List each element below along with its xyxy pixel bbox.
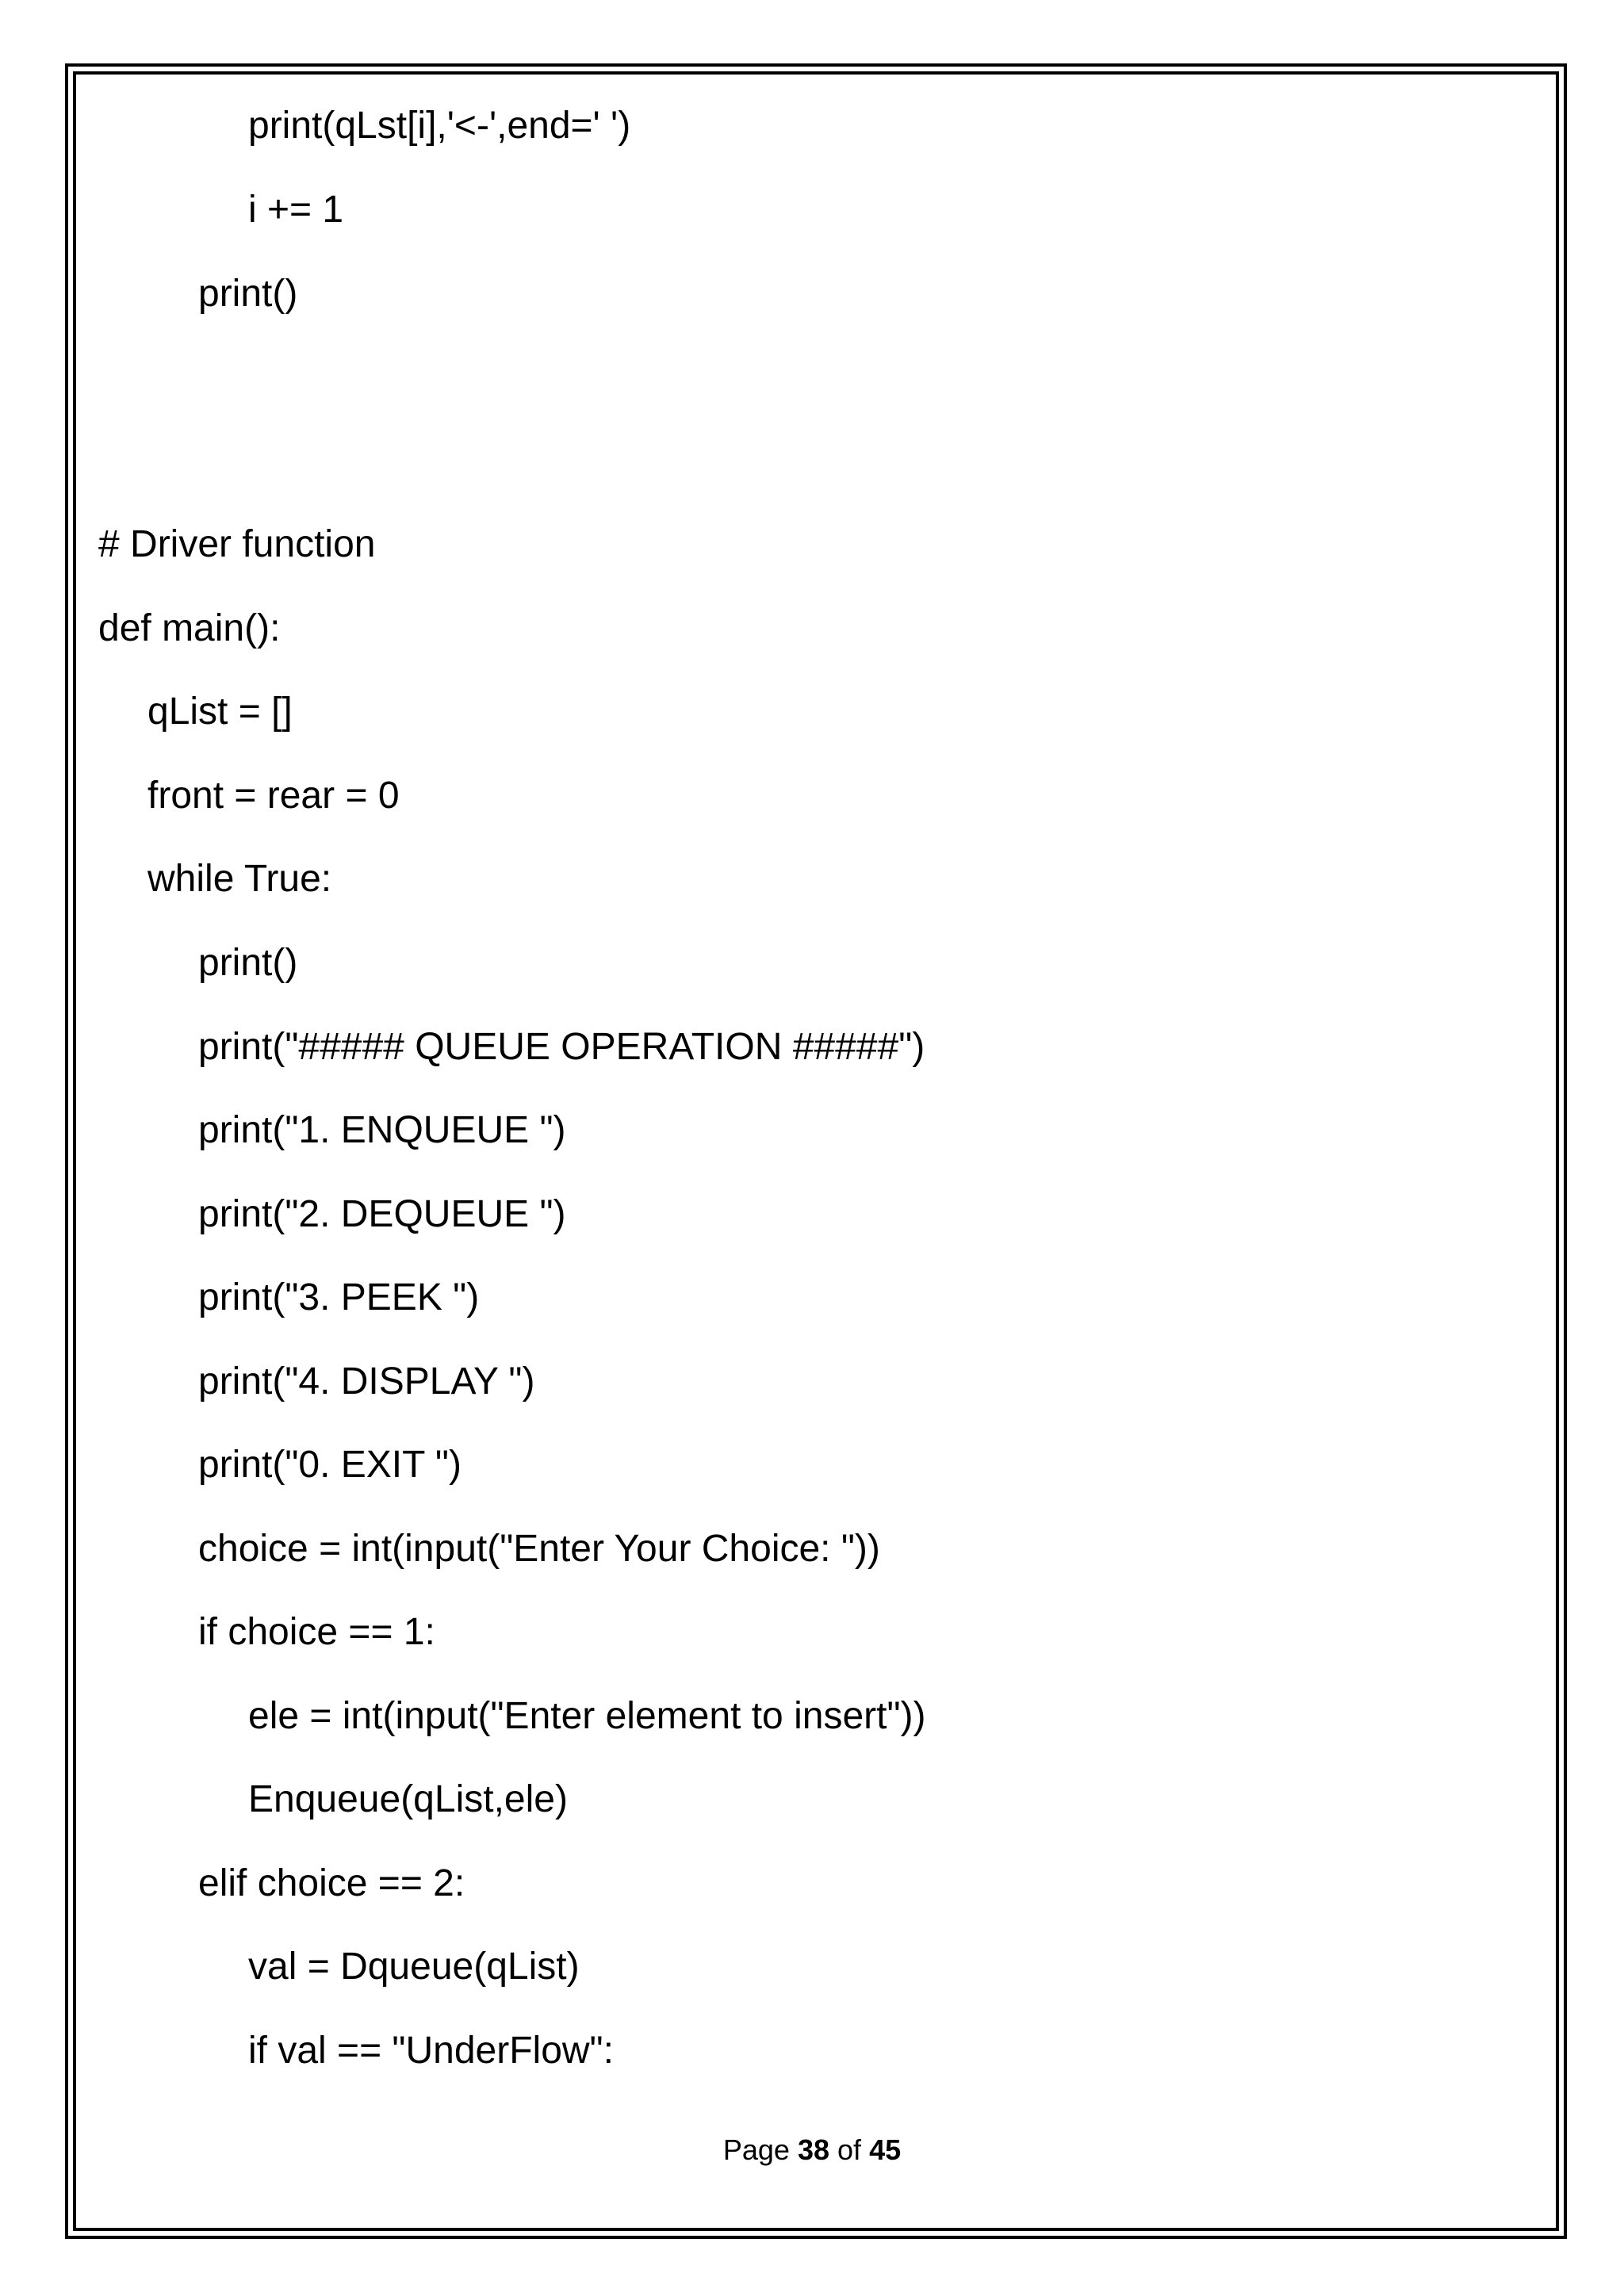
code-line: if val == "UnderFlow": (248, 2030, 614, 2072)
total-page-count: 45 (869, 2133, 902, 2166)
code-line: front = rear = 0 (147, 775, 400, 817)
code-comment: # Driver function (98, 523, 376, 565)
code-line: i += 1 (248, 189, 344, 231)
code-line: elif choice == 2: (198, 1862, 465, 1904)
code-line: print() (198, 273, 298, 315)
code-line: print("1. ENQUEUE ") (198, 1109, 566, 1151)
current-page-number: 38 (797, 2133, 830, 2166)
code-line: Enqueue(qList,ele) (248, 1778, 568, 1820)
code-line: if choice == 1: (198, 1611, 435, 1653)
code-line: choice = int(input("Enter Your Choice: ")) (198, 1528, 880, 1570)
page-footer (0, 2133, 1624, 2168)
page-separator: of (837, 2133, 862, 2166)
code-line: print(qLst[i],'<-',end=' ') (248, 105, 631, 147)
code-line: print("4. DISPLAY ") (198, 1360, 535, 1402)
code-line: print("2. DEQUEUE ") (198, 1193, 566, 1235)
code-line: print("0. EXIT ") (198, 1444, 462, 1486)
code-line: qList = [] (147, 691, 293, 733)
code-line: val = Dqueue(qList) (248, 1946, 580, 1988)
code-line: def main(): (98, 607, 281, 649)
page-label: Page (722, 2133, 790, 2166)
code-line: while True: (147, 858, 332, 900)
code-line: print() (198, 942, 298, 984)
code-line: print("3. PEEK ") (198, 1276, 480, 1318)
code-line: ele = int(input("Enter element to insert")) (248, 1695, 926, 1737)
code-line: print("##### QUEUE OPERATION #####") (198, 1026, 925, 1068)
